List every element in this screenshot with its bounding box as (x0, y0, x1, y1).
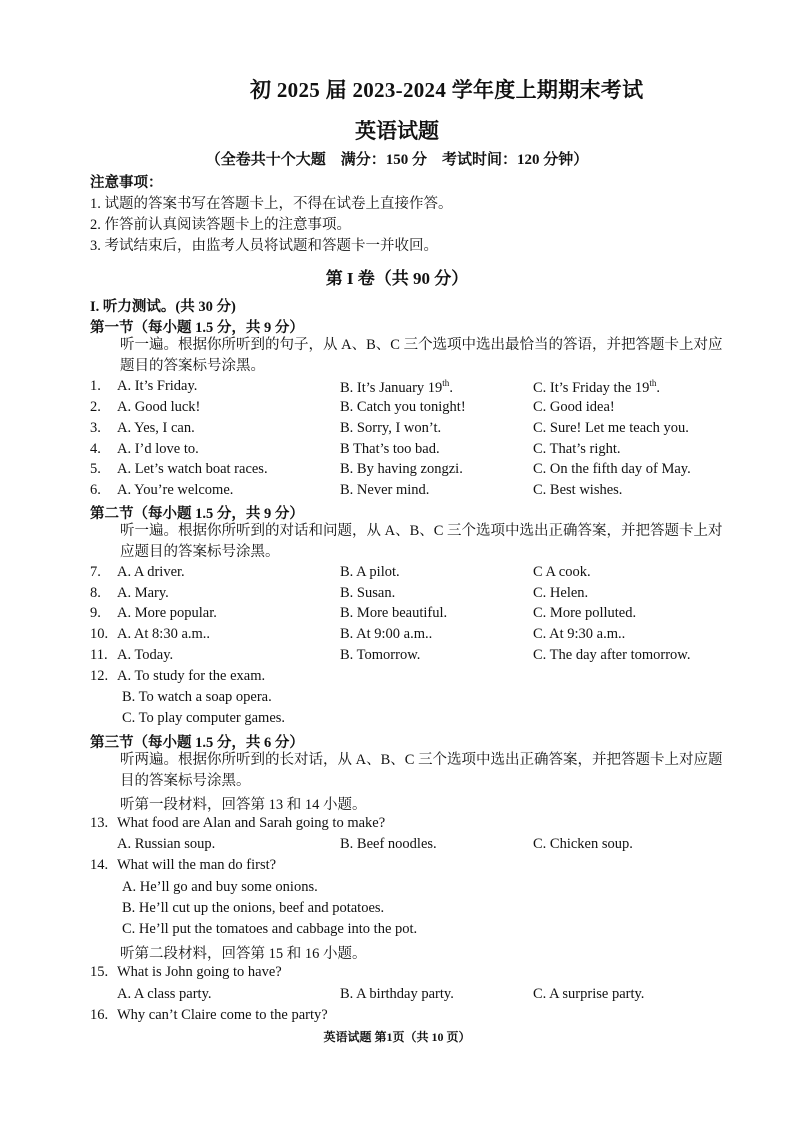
question-row (90, 668, 730, 688)
option-a: A. To study for the exam. (117, 668, 266, 684)
option-a: A. It’s Friday. (117, 378, 198, 394)
volume-title: 第 I 卷（共 90 分） (325, 269, 469, 288)
options-row (90, 986, 730, 1006)
option-a: A. Let’s watch boat races. (117, 461, 268, 477)
question-number: 16. (90, 1007, 109, 1023)
question-row (90, 585, 730, 605)
option-c: C. The day after tomorrow. (533, 647, 691, 663)
option-c: C. Best wishes. (533, 482, 623, 498)
instruction-text: 听两遍。根据你所听到的长对话，从 A、B、C 三个选项中选出正确答案，并把答题卡上对应题目的答案标号涂黑。 (120, 752, 723, 789)
question-row (90, 647, 730, 667)
question-stem: What food are Alan and Sarah going to make? (117, 815, 386, 831)
option-a: A. More popular. (117, 605, 217, 621)
section-instruction (90, 750, 730, 792)
option-c: C. At 9:30 a.m.. (533, 626, 626, 642)
question-stem: What will the man do first? (117, 857, 277, 873)
section-instruction (90, 335, 730, 377)
option-b: B. Sorry, I won’t. (340, 420, 442, 436)
question-row (90, 482, 730, 502)
question-row (90, 420, 730, 440)
exam-info: （全卷共十个大题 满分：150 分 考试时间：120 分钟） (205, 152, 589, 168)
option-a: A. Russian soup. (117, 836, 216, 852)
option-b: B. Never mind. (340, 482, 430, 498)
option-c-text: C. It’s Friday the 19 (533, 379, 650, 396)
question-number: 8. (90, 585, 101, 601)
question-number: 1. (90, 378, 101, 394)
question-row (90, 626, 730, 646)
section-heading: 第一节（每小题 1.5 分，共 9 分） (90, 320, 304, 336)
material-note: 听第二段材料，回答第 15 和 16 小题。 (120, 946, 367, 962)
question-row (90, 399, 730, 419)
options-row (90, 836, 730, 856)
option-c: C. He’ll put the tomatoes and cabbage into the pot. (122, 921, 418, 937)
question-number: 13. (90, 815, 109, 831)
option-c: C. Helen. (533, 585, 589, 601)
question-row (90, 815, 730, 835)
option-a: A. A driver. (117, 564, 185, 580)
question-row (90, 441, 730, 461)
subject-title: 英语试题 (355, 119, 439, 143)
option-a: A. Yes, I can. (117, 420, 195, 436)
option-c: C. That’s right. (533, 441, 621, 457)
question-number: 12. (90, 668, 109, 684)
question-stem: Why can’t Claire come to the party? (117, 1007, 328, 1023)
question-row (90, 378, 730, 398)
option-b: B. By having zongzi. (340, 461, 463, 477)
option-b: B. To watch a soap opera. (122, 689, 272, 705)
material-note: 听第一段材料，回答第 13 和 14 小题。 (120, 797, 367, 813)
option-a: A. Mary. (117, 585, 169, 601)
option-b: B. Susan. (340, 585, 396, 601)
option-b: B That’s too bad. (340, 441, 440, 457)
question-number: 9. (90, 605, 101, 621)
exam-title: 初 2025 届 2023-2024 学年度上期期末考试 (250, 78, 644, 102)
question-row (90, 461, 730, 481)
option-a: A. He’ll go and buy some onions. (122, 879, 318, 895)
option-c: C. Sure! Let me teach you. (533, 420, 689, 436)
instruction-text: 听一遍。根据你所听到的句子，从 A、B、C 三个选项中选出最恰当的答语，并把答题卡上对应题目的答案标号涂黑。 (120, 337, 723, 374)
ordinal-suffix: th (442, 378, 450, 388)
section-heading: 第二节（每小题 1.5 分，共 9 分） (90, 506, 304, 522)
note-item: 3. 考试结束后，由监考人员将试题和答题卡一并收回。 (90, 238, 438, 254)
option-c: C. A surprise party. (533, 986, 645, 1002)
option-c: C. More polluted. (533, 605, 637, 621)
question-row (90, 857, 730, 877)
option-c-end: . (656, 379, 661, 396)
notes-heading: 注意事项： (90, 175, 163, 191)
option-b: B. A pilot. (340, 564, 400, 580)
note-item: 2. 作答前认真阅读答题卡上的注意事项。 (90, 217, 351, 233)
option-c: C. On the fifth day of May. (533, 461, 691, 477)
question-number: 11. (90, 647, 108, 663)
question-number: 10. (90, 626, 109, 642)
question-number: 5. (90, 461, 101, 477)
option-c: C. Chicken soup. (533, 836, 633, 852)
option-b: B. A birthday party. (340, 986, 454, 1002)
option-a: A. You’re welcome. (117, 482, 234, 498)
option-a: A. I’d love to. (117, 441, 199, 457)
option-b-text: B. It’s January 19 (340, 379, 443, 396)
option-a: A. At 8:30 a.m.. (117, 626, 211, 642)
question-row (90, 1007, 730, 1027)
option-b: B. At 9:00 a.m.. (340, 626, 433, 642)
question-number: 2. (90, 399, 101, 415)
option-b-end: . (449, 379, 453, 396)
question-number: 6. (90, 482, 101, 498)
option-c (533, 378, 660, 397)
section-instruction (90, 521, 730, 563)
page-footer: 英语试题 第1页（共 10 页） (323, 1030, 471, 1044)
question-stem: What is John going to have? (117, 964, 282, 980)
instruction-text: 听一遍。根据你所听到的对话和问题，从 A、B、C 三个选项中选出正确答案，并把答题卡上对应题目的答案标号涂黑。 (120, 523, 723, 560)
note-item: 1. 试题的答案书写在答题卡上，不得在试卷上直接作答。 (90, 196, 453, 212)
section-heading: 第三节（每小题 1.5 分，共 6 分） (90, 735, 304, 751)
option-c: C A cook. (533, 564, 591, 580)
option-b (340, 378, 453, 397)
option-b: B. Tomorrow. (340, 647, 421, 663)
question-row (90, 964, 730, 984)
option-b: B. He’ll cut up the onions, beef and potatoes. (122, 900, 385, 916)
question-number: 15. (90, 964, 109, 980)
question-number: 7. (90, 564, 101, 580)
option-c: C. To play computer games. (122, 710, 286, 726)
option-a: A. A class party. (117, 986, 212, 1002)
option-c: C. Good idea! (533, 399, 615, 415)
question-row (90, 564, 730, 584)
option-b: B. Catch you tonight! (340, 399, 466, 415)
question-row (90, 605, 730, 625)
question-number: 4. (90, 441, 101, 457)
question-number: 3. (90, 420, 101, 436)
part-heading: I. 听力测试。(共 30 分) (90, 299, 236, 315)
option-b: B. More beautiful. (340, 605, 448, 621)
ordinal-suffix: th (649, 378, 657, 388)
question-number: 14. (90, 857, 109, 873)
option-a: A. Today. (117, 647, 174, 663)
option-b: B. Beef noodles. (340, 836, 437, 852)
option-a: A. Good luck! (117, 399, 201, 415)
